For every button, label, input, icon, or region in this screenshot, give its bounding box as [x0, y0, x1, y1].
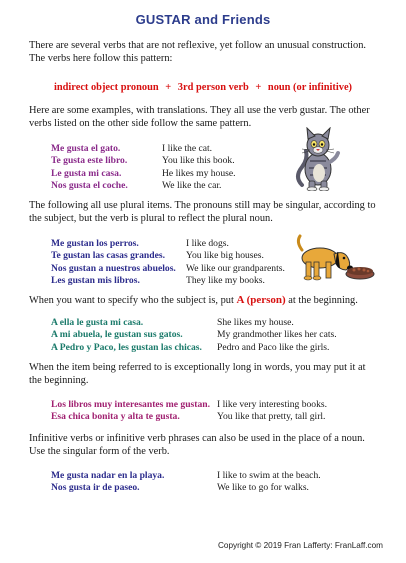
- subject-intro-text-after: at the beginning.: [285, 295, 358, 306]
- example-row: [51, 250, 285, 262]
- spanish-sentence: Me gusta nadar en la playa.: [51, 470, 165, 481]
- example-row: [51, 329, 337, 341]
- examples-infinitive-list: [51, 470, 321, 495]
- english-translation: He likes my house.: [162, 167, 236, 179]
- example-row: [51, 470, 321, 482]
- example-row: [51, 399, 327, 411]
- example-row: [51, 342, 337, 354]
- english-translation: Pedro and Paco like the girls.: [217, 341, 330, 353]
- example-row: [51, 411, 327, 423]
- examples-intro-paragraph: Here are some examples, with translations. They all use the verb gustar. The other verbs listed on the other side follow the same pattern.: [29, 105, 370, 129]
- english-translation: I like to swim at the beach.: [217, 470, 321, 481]
- pattern-plus-2: +: [255, 82, 262, 93]
- example-row: [51, 482, 321, 494]
- spanish-sentence: Nos gustan a nuestros abuelos.: [51, 262, 176, 274]
- spanish-sentence: Nos gusta el coche.: [51, 179, 128, 191]
- example-row: [51, 263, 285, 275]
- examples-singular-list: [51, 143, 236, 192]
- page-title: GUSTAR and Friends: [135, 12, 271, 27]
- examples-long-list: [51, 399, 327, 424]
- spanish-sentence: Los libros muy interesantes me gustan.: [51, 399, 211, 410]
- english-translation: We like to go for walks.: [217, 482, 309, 494]
- long-intro-paragraph: When the item being referred to is exceptionally long in words, you may put it at the beginning.: [29, 362, 366, 386]
- pattern-part-noun: noun (or infinitive): [267, 82, 353, 93]
- example-row: [51, 143, 236, 155]
- examples-subject-list: [51, 317, 337, 354]
- subject-intro-paragraph: [29, 294, 379, 308]
- english-translation: She likes my house.: [217, 317, 294, 328]
- english-translation: You like that pretty, tall girl.: [217, 411, 326, 423]
- subject-intro-text-before: When you want to specify who the subject is, put: [29, 295, 237, 306]
- infinitive-intro-paragraph: Infinitive verbs or infinitive verb phrases can also be used in the place of a noun. Use the singular form of the verb.: [29, 433, 365, 457]
- example-row: [51, 180, 236, 192]
- spanish-sentence: A ella le gusta mi casa.: [51, 317, 144, 328]
- spanish-sentence: Te gusta este libro.: [51, 155, 128, 167]
- spanish-sentence: Nos gusta ir de paseo.: [51, 482, 140, 494]
- english-translation: They like my books.: [186, 274, 265, 286]
- example-row: [51, 275, 285, 287]
- dog-eating-illustration: [294, 232, 378, 282]
- english-translation: My grandmother likes her cats.: [217, 329, 337, 341]
- english-translation: You like big houses.: [186, 250, 264, 262]
- english-translation: I like dogs.: [186, 238, 229, 249]
- pattern-part-verb: 3rd person verb: [177, 82, 249, 93]
- spanish-sentence: Me gusta el gato.: [51, 143, 121, 154]
- plural-intro-paragraph: The following all use plural items. The pronouns still may be singular, according to the subject, but the verb is plural to reflect the plural noun.: [29, 200, 376, 224]
- example-row: [51, 317, 337, 329]
- copyright-footer: Copyright © 2019 Fran Lafferty: FranLaff.com: [217, 541, 383, 550]
- example-row: [51, 155, 236, 167]
- spanish-sentence: Te gustan las casas grandes.: [51, 250, 165, 262]
- english-translation: I like the cat.: [162, 143, 213, 154]
- spanish-sentence: A mi abuela, le gustan sus gatos.: [51, 329, 183, 341]
- spanish-sentence: Esa chica bonita y alta te gusta.: [51, 411, 180, 423]
- spanish-sentence: Les gustan mis libros.: [51, 274, 140, 286]
- spanish-sentence: Le gusta mi casa.: [51, 167, 122, 179]
- intro-paragraph: There are several verbs that are not reflexive, yet follow an unusual construction. The verbs here follow this pattern:: [29, 40, 366, 64]
- spanish-sentence: Me gustan los perros.: [51, 238, 139, 249]
- subject-highlight: A (person): [236, 294, 286, 306]
- english-translation: You like this book.: [162, 155, 235, 167]
- spanish-sentence: A Pedro y Paco, les gustan las chicas.: [51, 341, 202, 353]
- english-translation: I like very interesting books.: [217, 399, 328, 410]
- example-row: [51, 238, 285, 250]
- pattern-formula: [0, 82, 406, 93]
- pattern-part-indirect-object: indirect object pronoun: [53, 82, 159, 93]
- pattern-plus-1: +: [165, 82, 172, 93]
- examples-plural-list: [51, 238, 285, 287]
- english-translation: We like our grandparents.: [186, 262, 285, 274]
- example-row: [51, 168, 236, 180]
- cat-illustration: [288, 127, 350, 191]
- english-translation: We like the car.: [162, 179, 222, 191]
